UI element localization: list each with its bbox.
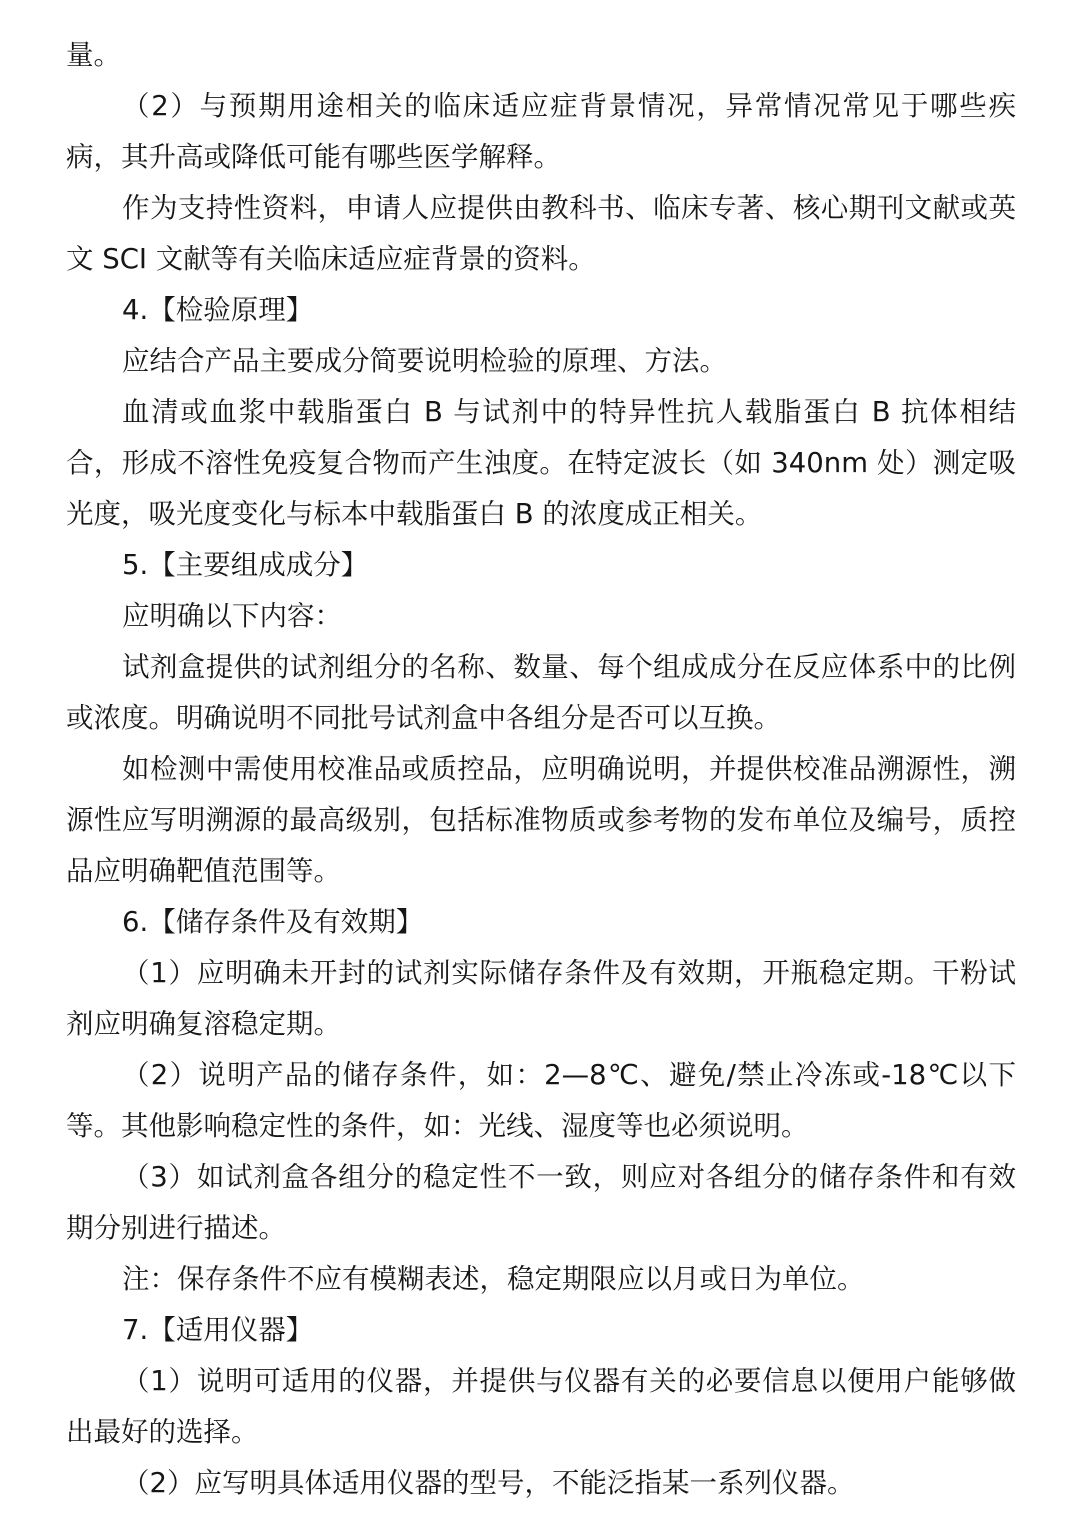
paragraph: （2）应写明具体适用仪器的型号，不能泛指某一系列仪器。 (122, 1467, 855, 1499)
paragraph: 如检测中需使用校准品或质控品，应明确说明，并提供校准品溯源性，溯源性应写明溯源的最高级别，包括标准物质或参考物的发布单位及编号，质控品应明确靶值范围等。 (66, 753, 1016, 887)
section-heading: 6.【储存条件及有效期】 (122, 906, 424, 938)
paragraph: （2）与预期用途相关的临床适应症背景情况，异常情况常见于哪些疾病，其升高或降低可能有哪些医学解释。 (66, 90, 1016, 173)
paragraph: 血清或血浆中载脂蛋白 B 与试剂中的特异性抗人载脂蛋白 B 抗体相结合，形成不溶性免疫复合物而产生浊度。在特定波长（如 340nm 处）测定吸光度，吸光度变化与标本中载脂蛋白 B 的浓度成正相关。 (66, 396, 1016, 530)
note-paragraph: 注：保存条件不应有模糊表述，稳定期限应以月或日为单位。 (122, 1263, 865, 1295)
paragraph: 应结合产品主要成分简要说明检验的原理、方法。 (122, 345, 727, 377)
paragraph: 试剂盒提供的试剂组分的名称、数量、每个组成成分在反应体系中的比例或浓度。明确说明不同批号试剂盒中各组分是否可以互换。 (66, 651, 1016, 734)
paragraph: （1）应明确未开封的试剂实际储存条件及有效期，开瓶稳定期。干粉试剂应明确复溶稳定期。 (66, 957, 1016, 1040)
section-heading: 5.【主要组成成分】 (122, 549, 369, 581)
paragraph: 作为支持性资料，申请人应提供由教科书、临床专著、核心期刊文献或英文 SCI 文献等有关临床适应症背景的资料。 (66, 192, 1016, 275)
paragraph: 应明确以下内容： (122, 600, 342, 632)
section-heading: 7.【适用仪器】 (122, 1314, 314, 1346)
section-heading: 4.【检验原理】 (122, 294, 314, 326)
paragraph: （3）如试剂盒各组分的稳定性不一致，则应对各组分的储存条件和有效期分别进行描述。 (66, 1161, 1016, 1244)
paragraph: 量。 (66, 39, 121, 71)
paragraph: （2）说明产品的储存条件，如：2—8℃、避免/禁止冷冻或-18℃以下等。其他影响稳定性的条件，如：光线、湿度等也必须说明。 (66, 1059, 1016, 1142)
paragraph: （1）说明可适用的仪器，并提供与仪器有关的必要信息以便用户能够做出最好的选择。 (66, 1365, 1016, 1448)
